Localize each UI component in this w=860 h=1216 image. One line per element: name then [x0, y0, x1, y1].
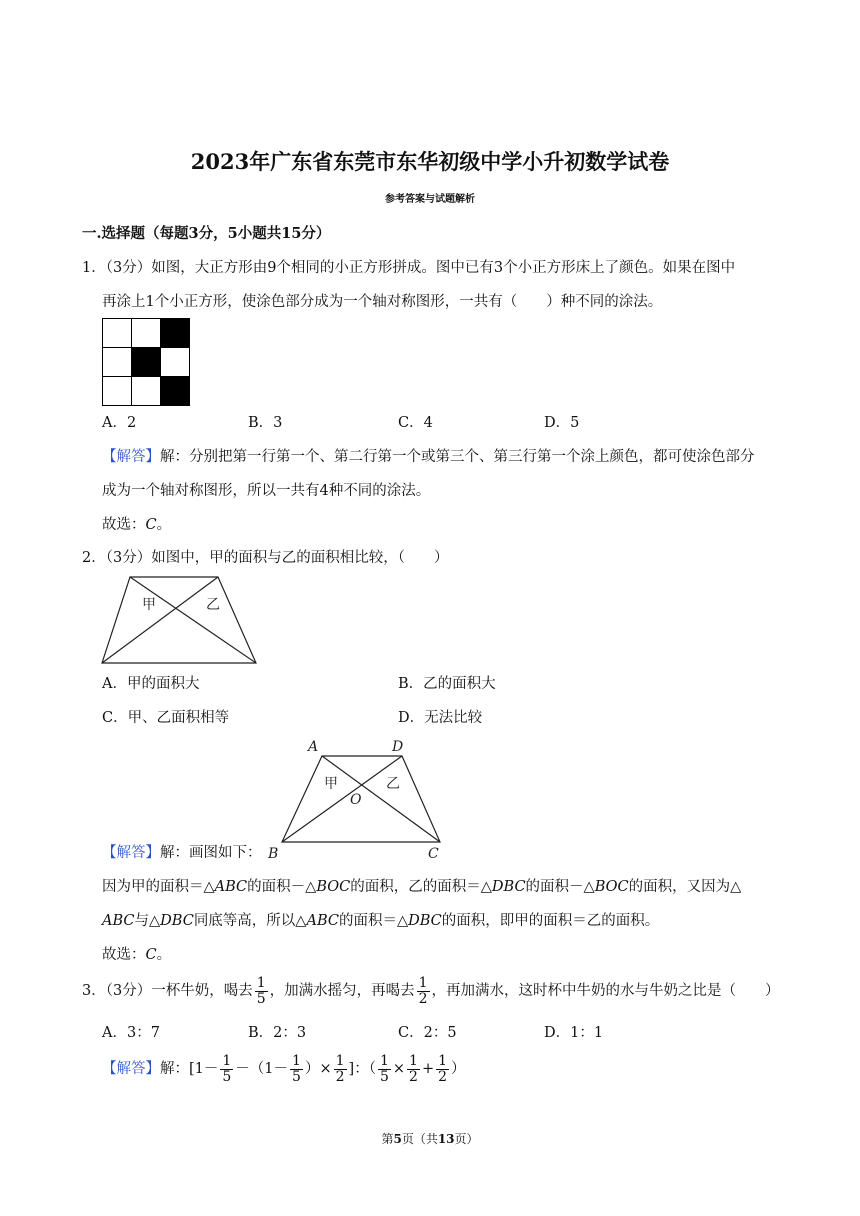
q2-solution-intro-text: 解：画图如下： — [160, 845, 262, 861]
grid-cell-filled — [160, 318, 190, 348]
answer-tag: 【解答】 — [102, 449, 160, 465]
q2-trapezoid-figure — [98, 574, 262, 668]
label-jia: 甲 — [142, 597, 156, 613]
q1-grid-figure — [102, 318, 189, 405]
label-yi: 乙 — [386, 776, 400, 792]
q3-stem: 3．（3分）一杯牛奶，喝去 $\frac{1}{5}$ ，加满水摇匀，再喝去 $\frac{1}{2}$ ，再加满水，这时杯中牛奶的水与牛奶之比是（ ） — [82, 974, 780, 1007]
q2-option-c: C．甲、乙面积相等 — [102, 710, 230, 726]
page-footer: 第5页（共13页） — [381, 1132, 479, 1146]
diagonal-bd — [282, 756, 402, 842]
q1-stem-line1: 1．（3分）如图，大正方形由9个相同的小正方形拼成。图中已有3个小正方形床上了颜色。如果在图中 — [82, 260, 736, 276]
grid-cell-filled — [131, 347, 161, 377]
grid-cell-empty — [102, 318, 132, 348]
q1-solution-text1: 解：分别把第一行第一个、第二行第一个或第三个、第三行第一个涂上颜色，都可使涂色部分 — [160, 449, 755, 465]
page-title: 2023年广东省东莞市东华初级中学小升初数学试卷 — [190, 149, 670, 174]
q3-option-a: A．3：7 — [102, 1025, 160, 1041]
q1-choice — [102, 515, 171, 535]
q1-solution-line2: 成为一个轴对称图形，所以一共有4种不同的涂法。 — [102, 483, 431, 499]
q1-solution-line1 — [102, 447, 755, 467]
choice-letter: C — [145, 947, 157, 963]
q1-option-b: B．3 — [248, 415, 283, 431]
q1-option-d: D．5 — [544, 415, 580, 431]
diagonal-ac — [322, 756, 440, 842]
q2-solution-figure — [266, 734, 446, 862]
vertex-a: A — [308, 739, 319, 755]
grid-cell-filled — [160, 376, 190, 406]
trapezoid-outline — [102, 577, 256, 663]
q2-option-d: D．无法比较 — [398, 710, 483, 726]
q2-stem: 2．（3分）如图中，甲的面积与乙的面积相比较，（ ） — [82, 550, 449, 566]
grid-cell-empty — [131, 376, 161, 406]
fraction: $\frac{1}{2}$ — [335, 1052, 345, 1085]
choice-suffix: 。 — [156, 947, 172, 963]
grid-cell-empty — [102, 347, 132, 377]
section-heading: 一.选择题（每题3分，5小题共15分） — [82, 225, 331, 242]
q2-choice — [102, 945, 171, 965]
grid-cell-empty — [160, 347, 190, 377]
fraction-one-half: $\frac{1}{2}$ — [418, 974, 428, 1007]
choice-prefix: 故选： — [102, 517, 146, 533]
fraction: $\frac{1}{2}$ — [438, 1052, 448, 1085]
fraction: $\frac{1}{5}$ — [292, 1052, 301, 1085]
q2-solution-intro — [102, 843, 262, 863]
q3-option-d: D．1：1 — [544, 1025, 604, 1041]
q2-option-b: B．乙的面积大 — [398, 676, 496, 692]
q1-option-c: C．4 — [398, 415, 433, 431]
page-number: 5 — [393, 1132, 402, 1146]
choice-suffix: 。 — [156, 517, 172, 533]
q2-solution-line2: ABC与△DBC同底等高，所以△ABC的面积＝△DBC的面积，即甲的面积＝乙的面积。 — [102, 913, 660, 929]
page-subtitle: 参考答案与试题解析 — [385, 194, 475, 205]
q3-solution: 【解答】解：[1－ $\frac{1}{5}$ －（1－ $\frac{1}{5}$ ）× $\frac{1}{2}$ ]：（ $\frac{1}{5}$ × $\frac{1}{2}$ + $\frac{1}{2}$ ） — [102, 1052, 466, 1085]
q3-option-b: B．2：3 — [248, 1025, 307, 1041]
diagonal-db — [102, 577, 218, 663]
fraction: $\frac{1}{2}$ — [409, 1052, 418, 1085]
vertex-d: D — [392, 739, 404, 755]
fraction-one-fifth: $\frac{1}{5}$ — [256, 974, 266, 1007]
q2-solution-line1: 因为甲的面积＝△ABC的面积－△BOC的面积，乙的面积＝△DBC的面积－△BOC的面积，又因为△ — [102, 879, 742, 895]
answer-tag: 【解答】 — [102, 845, 160, 861]
page-total: 13 — [437, 1132, 455, 1146]
label-yi: 乙 — [206, 597, 220, 613]
point-o: O — [350, 792, 362, 808]
q2-option-a: A．甲的面积大 — [102, 676, 200, 692]
q1-option-a: A．2 — [102, 415, 137, 431]
fraction: $\frac{1}{5}$ — [222, 1052, 232, 1085]
grid-cell-empty — [131, 318, 161, 348]
grid-cell-empty — [102, 376, 132, 406]
vertex-c: C — [428, 846, 439, 862]
fraction: $\frac{1}{5}$ — [379, 1052, 389, 1085]
answer-tag: 【解答】 — [102, 1061, 160, 1077]
q1-stem-line2: 再涂上1个小正方形，使涂色部分成为一个轴对称图形，一共有（ ）种不同的涂法。 — [102, 294, 663, 310]
label-jia: 甲 — [324, 776, 338, 792]
vertex-b: B — [268, 846, 279, 862]
choice-letter: C — [145, 517, 157, 533]
q3-option-c: C．2：5 — [398, 1025, 457, 1041]
choice-prefix: 故选： — [102, 947, 146, 963]
